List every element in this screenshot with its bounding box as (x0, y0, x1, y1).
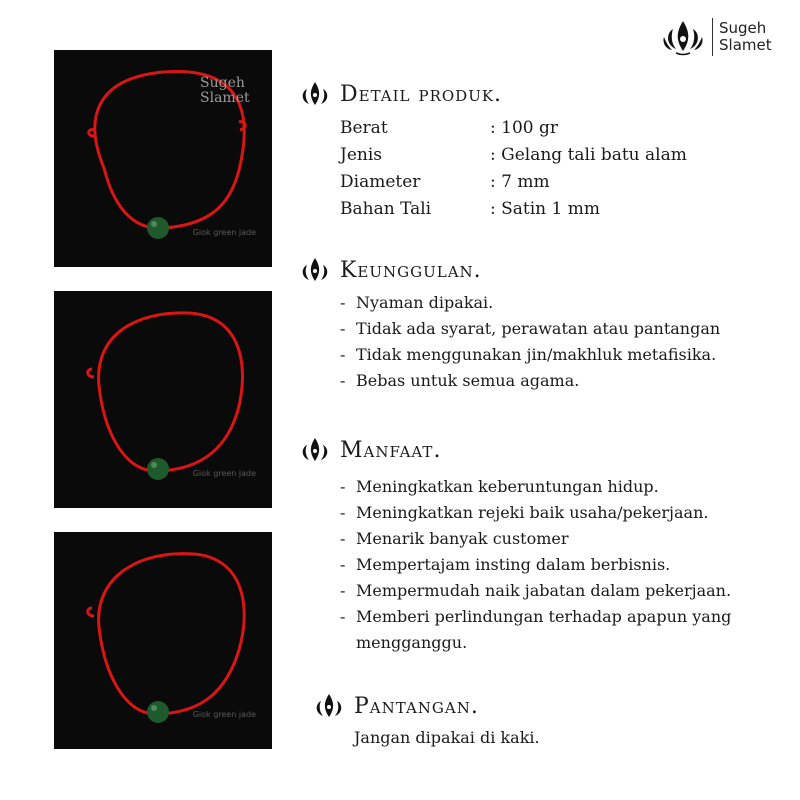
spec-key: Berat (340, 117, 388, 138)
list-item-text: Bebas untuk semua agama. (356, 371, 580, 390)
bullet-dash: - (340, 319, 346, 338)
spec-value: : 100 gr (490, 117, 558, 138)
section-header (298, 80, 687, 108)
photo-watermark (200, 76, 250, 106)
bullet-dash: - (340, 345, 346, 364)
spec-table (340, 114, 687, 222)
watermark-line2: Slamet (200, 90, 250, 106)
list-item-text: Tidak menggunakan jin/makhluk metafisika. (356, 345, 717, 364)
list-item-text: Meningkatkan keberuntungan hidup. (356, 477, 659, 496)
lotus-flame-icon (298, 256, 332, 284)
spec-row (340, 114, 687, 141)
list-item (340, 526, 776, 552)
section-header (298, 436, 776, 464)
pantangan-text: Jangan dipakai di kaki. (354, 728, 540, 747)
lotus-flame-icon (298, 80, 332, 108)
product-photo-1 (54, 50, 272, 267)
jade-bead (147, 701, 169, 723)
spec-value: : Satin 1 mm (490, 198, 600, 219)
manfaat-section (298, 436, 776, 656)
spec-value: : Gelang tali batu alam (490, 144, 687, 165)
watermark-line1: Sugeh (200, 75, 245, 91)
photo-caption: Giok green jade (192, 228, 256, 237)
brand-name-line2: Slamet (719, 36, 772, 54)
section-title: Manfaat. (340, 437, 442, 463)
spec-row (340, 141, 687, 168)
list-item-text: Mempertajam insting dalam berbisnis. (356, 555, 671, 574)
bullet-dash: - (340, 581, 346, 600)
section-title: Pantangan. (354, 693, 479, 719)
jade-bead (147, 217, 169, 239)
section-title: Detail produk. (340, 81, 503, 107)
section-title: Keunggulan. (340, 257, 482, 283)
detail-section (298, 80, 687, 222)
list-item-text: Menarik banyak customer (356, 529, 569, 548)
lotus-flame-icon (298, 436, 332, 464)
lotus-flame-icon (312, 692, 346, 720)
list-item-text: Nyaman dipakai. (356, 293, 494, 312)
bullet-dash: - (340, 477, 346, 496)
list-item (340, 500, 776, 526)
manfaat-list (298, 474, 776, 656)
section-header (312, 692, 540, 720)
product-photo-2 (54, 291, 272, 508)
list-item-text: Meningkatkan rejeki baik usaha/pekerjaan. (356, 503, 709, 522)
list-item (340, 316, 776, 342)
photo-caption: Giok green jade (192, 469, 256, 478)
brand-logo (660, 14, 790, 60)
brand-divider (712, 18, 713, 56)
list-item-text: Tidak ada syarat, perawatan atau pantangan (356, 319, 721, 338)
product-photo-3 (54, 532, 272, 749)
spec-key: Bahan Tali (340, 198, 432, 219)
bullet-dash: - (340, 293, 346, 312)
bullet-dash: - (340, 555, 346, 574)
bullet-dash: - (340, 371, 346, 390)
list-item (340, 552, 776, 578)
photo-caption: Giok green jade (192, 710, 256, 719)
bullet-dash: - (340, 607, 346, 626)
section-header (298, 256, 776, 284)
list-item (340, 342, 776, 368)
spec-key: Diameter (340, 171, 421, 192)
brand-name (719, 20, 772, 54)
pantangan-section (312, 692, 540, 747)
spec-key: Jenis (340, 144, 382, 165)
list-item (340, 290, 776, 316)
list-item (340, 474, 776, 500)
brand-name-line1: Sugeh (719, 19, 767, 37)
keunggulan-list (298, 290, 776, 394)
keunggulan-section (298, 256, 776, 394)
spec-value: : 7 mm (490, 171, 550, 192)
list-item (340, 604, 776, 656)
bullet-dash: - (340, 529, 346, 548)
list-item-text: Mempermudah naik jabatan dalam pekerjaan. (356, 581, 732, 600)
list-item (340, 368, 776, 394)
jade-bead (147, 458, 169, 480)
spec-row (340, 195, 687, 222)
list-item (340, 578, 776, 604)
list-item-text: Memberi perlindungan terhadap apapun yang mengganggu. (356, 607, 732, 652)
spec-row (340, 168, 687, 195)
bullet-dash: - (340, 503, 346, 522)
lotus-flame-icon (660, 17, 706, 57)
